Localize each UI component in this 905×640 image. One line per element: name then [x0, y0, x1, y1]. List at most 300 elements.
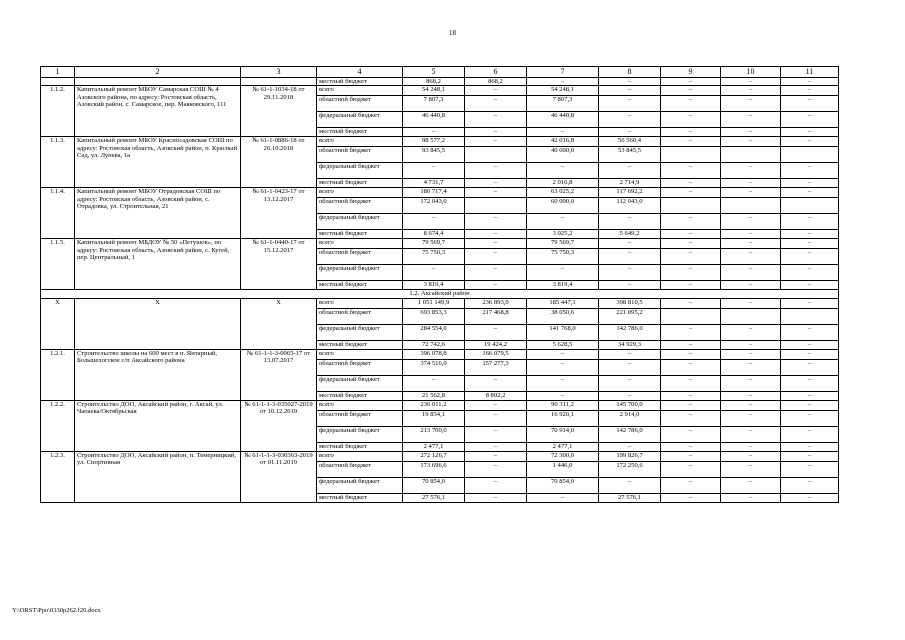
value-cell: –	[465, 265, 527, 281]
budget-label: областной бюджет	[317, 461, 403, 477]
budget-label: всего	[317, 188, 403, 198]
value-cell: 117 692,2	[599, 188, 661, 198]
value-cell: –	[465, 324, 527, 340]
value-cell: –	[599, 442, 661, 451]
value-cell: 868,2	[465, 78, 527, 86]
value-cell: 2 477,1	[527, 442, 599, 451]
value-cell: –	[721, 128, 781, 137]
value-cell: –	[599, 349, 661, 359]
budget-label: федеральный бюджет	[317, 477, 403, 493]
item-name: Капитальный ремонт МБОУ Отрадовская СОШ по адресу: Ростовская область, Азовский район, с. Отрадовка, ул. Строительная, 21	[75, 188, 241, 239]
budget-label: местный бюджет	[317, 128, 403, 137]
value-cell: 8 802,2	[465, 391, 527, 400]
budget-label: всего	[317, 298, 403, 308]
value-cell: 21 562,8	[403, 391, 465, 400]
value-cell: –	[661, 359, 721, 375]
value-cell: –	[661, 324, 721, 340]
value-cell: –	[781, 391, 839, 400]
carry-over-row	[41, 78, 839, 86]
budget-label: областной бюджет	[317, 308, 403, 324]
value-cell: –	[781, 281, 839, 290]
budget-label: местный бюджет	[317, 281, 403, 290]
budget-label: областной бюджет	[317, 359, 403, 375]
budget-label: всего	[317, 451, 403, 461]
budget-label: местный бюджет	[317, 340, 403, 349]
value-cell: –	[661, 298, 721, 308]
page-number: 18	[449, 29, 456, 37]
value-cell: –	[661, 410, 721, 426]
value-cell: –	[527, 214, 599, 230]
value-cell: –	[721, 249, 781, 265]
value-cell: –	[781, 477, 839, 493]
value-cell: –	[721, 96, 781, 112]
value-cell: –	[781, 340, 839, 349]
value-cell: –	[661, 163, 721, 179]
item-document: X	[241, 298, 317, 349]
budget-label: всего	[317, 86, 403, 96]
value-cell: –	[781, 96, 839, 112]
item-number: 1.1.4.	[41, 188, 75, 239]
value-cell: –	[661, 426, 721, 442]
column-header: 5	[403, 67, 465, 78]
item-number: 1.2.1.	[41, 349, 75, 400]
value-cell: –	[721, 188, 781, 198]
column-header: 4	[317, 67, 403, 78]
value-cell: –	[527, 359, 599, 375]
value-cell: –	[599, 86, 661, 96]
budget-label: федеральный бюджет	[317, 265, 403, 281]
table-row	[41, 400, 839, 410]
value-cell: 221 095,2	[599, 308, 661, 324]
value-cell: 93 845,5	[403, 147, 465, 163]
budget-label: областной бюджет	[317, 198, 403, 214]
budget-label: всего	[317, 400, 403, 410]
value-cell: 272 126,7	[403, 451, 465, 461]
budget-label: областной бюджет	[317, 147, 403, 163]
value-cell: –	[781, 265, 839, 281]
value-cell: 173 696,6	[403, 461, 465, 477]
value-cell: –	[781, 137, 839, 147]
value-cell: –	[661, 86, 721, 96]
value-cell: –	[465, 375, 527, 391]
value-cell: 46 440,8	[527, 112, 599, 128]
value-cell: 75 750,3	[527, 249, 599, 265]
value-cell	[781, 308, 839, 324]
budget-label: местный бюджет	[317, 442, 403, 451]
column-header: 1	[41, 67, 75, 78]
item-number: 1.2.2.	[41, 400, 75, 451]
value-cell: 157 277,3	[465, 359, 527, 375]
column-header: 10	[721, 67, 781, 78]
value-cell: 7 807,3	[527, 96, 599, 112]
value-cell: 236 011,2	[403, 400, 465, 410]
value-cell: 5 628,5	[527, 340, 599, 349]
value-cell: –	[781, 163, 839, 179]
value-cell: –	[661, 477, 721, 493]
value-cell: –	[721, 281, 781, 290]
value-cell: –	[721, 78, 781, 86]
value-cell: –	[599, 359, 661, 375]
value-cell: –	[527, 128, 599, 137]
table-row	[41, 137, 839, 147]
column-header: 6	[465, 67, 527, 78]
value-cell: 217 468,8	[465, 308, 527, 324]
value-cell: 2 477,1	[403, 442, 465, 451]
value-cell: 53 845,5	[599, 147, 661, 163]
value-cell: –	[721, 349, 781, 359]
value-cell: –	[781, 493, 839, 502]
value-cell: –	[465, 477, 527, 493]
value-cell: –	[527, 349, 599, 359]
value-cell	[465, 147, 527, 163]
value-cell: –	[465, 426, 527, 442]
value-cell: –	[527, 163, 599, 179]
table-body	[41, 67, 839, 503]
value-cell: 374 516,0	[403, 359, 465, 375]
value-cell: –	[599, 163, 661, 179]
value-cell: –	[781, 400, 839, 410]
value-cell: 3 819,4	[527, 281, 599, 290]
value-cell: –	[661, 375, 721, 391]
value-cell: –	[781, 249, 839, 265]
value-cell: –	[465, 112, 527, 128]
value-cell: –	[465, 179, 527, 188]
value-cell: 2 016,8	[527, 179, 599, 188]
value-cell: 2 714,9	[599, 179, 661, 188]
value-cell: 7 807,3	[403, 96, 465, 112]
value-cell: –	[721, 477, 781, 493]
value-cell: –	[599, 375, 661, 391]
item-name: Строительство ДОО, Аксайский район, п. Темерницкий, ул. Спортивная	[75, 451, 241, 502]
value-cell: 142 786,0	[599, 426, 661, 442]
value-cell: –	[661, 188, 721, 198]
value-cell: –	[781, 239, 839, 249]
value-cell: –	[465, 281, 527, 290]
value-cell: 3 819,4	[403, 281, 465, 290]
item-number: 1.1.5.	[41, 239, 75, 290]
value-cell: –	[403, 375, 465, 391]
value-cell: 185 447,1	[527, 298, 599, 308]
column-header: 2	[75, 67, 241, 78]
value-cell: –	[661, 214, 721, 230]
value-cell: –	[781, 359, 839, 375]
value-cell: 172 250,6	[599, 461, 661, 477]
budget-label: всего	[317, 239, 403, 249]
value-cell: –	[781, 188, 839, 198]
value-cell: 70 914,0	[527, 426, 599, 442]
value-cell: 60 000,0	[527, 198, 599, 214]
value-cell: –	[599, 265, 661, 281]
value-cell: –	[721, 451, 781, 461]
value-cell	[661, 198, 721, 214]
value-cell: –	[465, 461, 527, 477]
value-cell: –	[781, 112, 839, 128]
value-cell: –	[465, 96, 527, 112]
value-cell: 396 078,8	[403, 349, 465, 359]
value-cell: –	[661, 349, 721, 359]
value-cell: –	[465, 442, 527, 451]
value-cell: –	[661, 493, 721, 502]
value-cell: –	[721, 298, 781, 308]
value-cell	[465, 198, 527, 214]
value-cell: –	[465, 239, 527, 249]
value-cell: –	[465, 214, 527, 230]
value-cell	[721, 308, 781, 324]
item-document: № 61-1-1-3-0065-17 от 13.07.2017	[241, 349, 317, 400]
value-cell: –	[721, 442, 781, 451]
value-cell: –	[403, 214, 465, 230]
value-cell: –	[465, 86, 527, 96]
value-cell: –	[781, 426, 839, 442]
column-header: 8	[599, 67, 661, 78]
value-cell: 90 311,2	[527, 400, 599, 410]
item-number: X	[41, 298, 75, 349]
value-cell: –	[721, 400, 781, 410]
value-cell: –	[465, 451, 527, 461]
column-header: 9	[661, 67, 721, 78]
value-cell: 693 853,3	[403, 308, 465, 324]
item-name: Капитальный ремонт МБОУ Самарская СОШ № 4 Азовского района, по адресу: Ростовская область, Азовский район, с. Самарское, пер. Маяковского, 111	[75, 86, 241, 137]
column-header: 3	[241, 67, 317, 78]
value-cell: –	[781, 86, 839, 96]
value-cell: 40 000,0	[527, 147, 599, 163]
value-cell: –	[465, 249, 527, 265]
value-cell: –	[781, 298, 839, 308]
item-number: 1.2.3.	[41, 451, 75, 502]
value-cell: 5 649,2	[599, 230, 661, 239]
item-number: 1.1.3.	[41, 137, 75, 188]
value-cell: –	[661, 96, 721, 112]
value-cell: –	[721, 265, 781, 281]
value-cell: –	[465, 128, 527, 137]
value-cell: 166 079,5	[465, 349, 527, 359]
table-row	[41, 349, 839, 359]
value-cell: 79 569,7	[527, 239, 599, 249]
value-cell: –	[661, 78, 721, 86]
value-cell: 4 731,7	[403, 179, 465, 188]
budget-label: федеральный бюджет	[317, 324, 403, 340]
value-cell: –	[721, 230, 781, 239]
budget-label: местный бюджет	[317, 493, 403, 502]
value-cell: 54 248,1	[527, 86, 599, 96]
value-cell: 46 440,8	[403, 112, 465, 128]
value-cell: –	[599, 112, 661, 128]
value-cell: –	[465, 188, 527, 198]
value-cell: 54 248,1	[403, 86, 465, 96]
empty-cell	[41, 78, 75, 86]
value-cell: –	[661, 128, 721, 137]
value-cell: 1 446,0	[527, 461, 599, 477]
item-document: № 61-1-1-3-030363-2019 от 01.11.2019	[241, 451, 317, 502]
budget-label: местный бюджет	[317, 391, 403, 400]
empty-cell	[241, 78, 317, 86]
value-cell: –	[781, 410, 839, 426]
value-cell: –	[781, 230, 839, 239]
table-row	[41, 298, 839, 308]
value-cell: 398 810,5	[599, 298, 661, 308]
value-cell: 75 750,3	[403, 249, 465, 265]
item-document: № 61-1-0423-17 от 13.12.2017	[241, 188, 317, 239]
budget-label: местный бюджет	[317, 78, 403, 86]
value-cell: –	[721, 410, 781, 426]
column-header-row	[41, 67, 839, 78]
value-cell: –	[781, 128, 839, 137]
value-cell: –	[599, 391, 661, 400]
value-cell: –	[465, 493, 527, 502]
section-row	[41, 290, 839, 298]
value-cell: 284 554,0	[403, 324, 465, 340]
value-cell: –	[721, 324, 781, 340]
value-cell: 2 914,0	[599, 410, 661, 426]
value-cell: –	[403, 163, 465, 179]
item-document: № 61-1-1034-18 от 29.11.2018	[241, 86, 317, 137]
value-cell: 142 786,0	[599, 324, 661, 340]
value-cell: –	[465, 410, 527, 426]
item-document: № 61-1-0440-17 от 15.12.2017	[241, 239, 317, 290]
value-cell: 56 560,4	[599, 137, 661, 147]
value-cell: –	[661, 451, 721, 461]
empty-cell	[75, 78, 241, 86]
budget-label: областной бюджет	[317, 410, 403, 426]
value-cell: 180 717,4	[403, 188, 465, 198]
value-cell: –	[465, 400, 527, 410]
value-cell: –	[599, 477, 661, 493]
item-number: 1.1.2.	[41, 86, 75, 137]
value-cell: 27 576,1	[599, 493, 661, 502]
budget-table	[40, 66, 839, 503]
value-cell: –	[661, 112, 721, 128]
value-cell: –	[721, 359, 781, 375]
value-cell: –	[661, 137, 721, 147]
value-cell: 72 742,6	[403, 340, 465, 349]
value-cell: –	[661, 179, 721, 188]
value-cell: 16 920,1	[527, 410, 599, 426]
value-cell: –	[781, 78, 839, 86]
value-cell: –	[661, 281, 721, 290]
value-cell: –	[599, 249, 661, 265]
value-cell	[721, 198, 781, 214]
value-cell: –	[599, 214, 661, 230]
item-name: Капитальный ремонт МБДОУ № 50 «Петушок», по адресу: Ростовская область, Азовский район, с. Кугей, пер. Центральный, 1	[75, 239, 241, 290]
value-cell: –	[527, 265, 599, 281]
value-cell: –	[781, 442, 839, 451]
value-cell: 868,2	[403, 78, 465, 86]
item-name: Строительство школы на 600 мест в п. Янтарный, Большелогское с/п Аксайского района	[75, 349, 241, 400]
value-cell: –	[465, 230, 527, 239]
value-cell: –	[527, 493, 599, 502]
value-cell: 199 826,7	[599, 451, 661, 461]
value-cell: 236 893,0	[465, 298, 527, 308]
value-cell: –	[721, 375, 781, 391]
budget-label: всего	[317, 137, 403, 147]
value-cell: 8 674,4	[403, 230, 465, 239]
item-name: Капитальный ремонт МБОУ Красносадовская СОШ по адресу: Ростовская область, Азовский район, п. Красный Сад, ул. Лунева, 1а	[75, 137, 241, 188]
table-row	[41, 451, 839, 461]
value-cell	[781, 198, 839, 214]
budget-label: местный бюджет	[317, 230, 403, 239]
value-cell: 112 043,0	[599, 198, 661, 214]
value-cell: –	[721, 239, 781, 249]
value-cell: 79 569,7	[403, 239, 465, 249]
value-cell: 34 929,3	[599, 340, 661, 349]
value-cell: 98 577,2	[403, 137, 465, 147]
value-cell: –	[781, 179, 839, 188]
value-cell: –	[781, 461, 839, 477]
value-cell: –	[661, 249, 721, 265]
value-cell: –	[721, 214, 781, 230]
value-cell: –	[781, 324, 839, 340]
item-name: Строительство ДОО, Аксайский район, г. Аксай, ул. Чапаева/Октябрьская	[75, 400, 241, 451]
value-cell: 19 424,2	[465, 340, 527, 349]
value-cell: –	[661, 442, 721, 451]
value-cell: 213 700,0	[403, 426, 465, 442]
value-cell: 42 016,8	[527, 137, 599, 147]
budget-label: областной бюджет	[317, 96, 403, 112]
budget-label: всего	[317, 349, 403, 359]
value-cell	[721, 147, 781, 163]
value-cell: –	[661, 340, 721, 349]
value-cell: –	[527, 78, 599, 86]
budget-label: федеральный бюджет	[317, 112, 403, 128]
value-cell: –	[721, 86, 781, 96]
value-cell: –	[599, 128, 661, 137]
value-cell: 70 854,0	[403, 477, 465, 493]
table-row	[41, 188, 839, 198]
value-cell: –	[661, 265, 721, 281]
value-cell: 172 043,0	[403, 198, 465, 214]
value-cell: –	[721, 163, 781, 179]
budget-label: федеральный бюджет	[317, 375, 403, 391]
budget-label: федеральный бюджет	[317, 163, 403, 179]
item-document: № 61-1-0886-18 от 26.10.2018	[241, 137, 317, 188]
item-name: X	[75, 298, 241, 349]
value-cell: 38 050,6	[527, 308, 599, 324]
value-cell: –	[661, 400, 721, 410]
budget-label: федеральный бюджет	[317, 426, 403, 442]
value-cell: –	[781, 451, 839, 461]
value-cell: –	[599, 78, 661, 86]
value-cell: –	[661, 391, 721, 400]
value-cell: –	[403, 265, 465, 281]
value-cell: 3 025,2	[527, 230, 599, 239]
value-cell: –	[527, 391, 599, 400]
value-cell: 145 700,0	[599, 400, 661, 410]
value-cell: –	[599, 239, 661, 249]
value-cell: 70 854,0	[527, 477, 599, 493]
value-cell: 72 300,0	[527, 451, 599, 461]
value-cell: 1 051 149,9	[403, 298, 465, 308]
section-title: 1.2. Аксайский район	[41, 290, 839, 298]
file-path-footer: Y:\ORST\Ppo\0330p262.f20.docx	[12, 607, 101, 614]
item-document: № 61-1-1-3-035027-2019 от 10.12.2019	[241, 400, 317, 451]
budget-label: областной бюджет	[317, 249, 403, 265]
value-cell: –	[721, 493, 781, 502]
value-cell: –	[721, 112, 781, 128]
value-cell: 27 576,1	[403, 493, 465, 502]
value-cell	[661, 308, 721, 324]
value-cell: 141 768,0	[527, 324, 599, 340]
value-cell	[781, 147, 839, 163]
value-cell: –	[465, 137, 527, 147]
value-cell	[661, 147, 721, 163]
value-cell: 63 025,2	[527, 188, 599, 198]
value-cell: –	[465, 163, 527, 179]
value-cell: –	[661, 239, 721, 249]
value-cell: –	[721, 137, 781, 147]
budget-label: местный бюджет	[317, 179, 403, 188]
value-cell: –	[661, 230, 721, 239]
column-header: 11	[781, 67, 839, 78]
